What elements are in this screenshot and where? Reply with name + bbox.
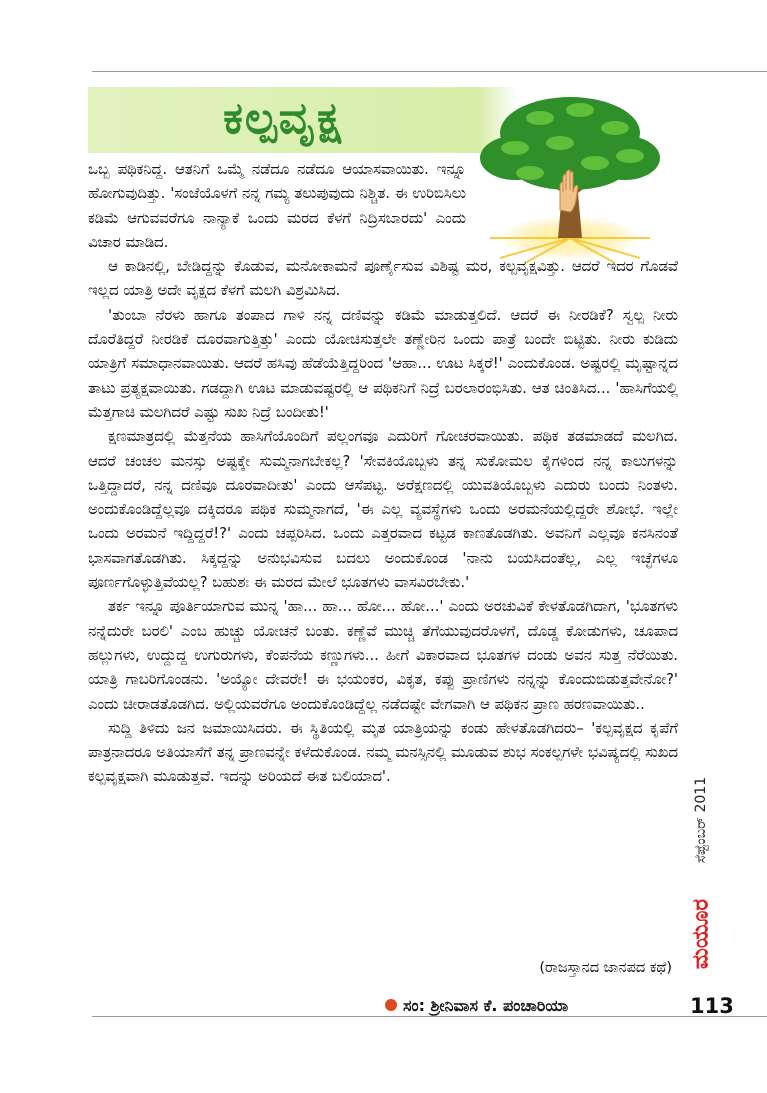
paragraph: ಕ್ಷಣಮಾತ್ರದಲ್ಲಿ ಮೆತ್ತನೆಯ ಹಾಸಿಗೆಯೊಂದಿಗೆ ಪಲ್ಲಂಗವೂ ಎದುರಿಗೆ ಗೋಚರವಾಯಿತು. ಪಥಿಕ ತಡಮಾಡದೆ ಮಲಗಿದ. ಆದರೆ ಚಂಚಲ ಮನಸ್ಸು ಅಷ್ಟಕ್ಕೇ ಸುಮ್ಮನಾಗಬೇಕಲ್ಲ? 'ಸೇವಕಿಯೊಬ್ಬಳು ತನ್ನ ಸುಕೋಮಲ ಕೈಗಳಿಂದ ನನ್ನ ಕಾಲುಗಳನ್ನು ಒತ್ತಿದ್ದಾದರೆ, ನನ್ನ ದಣಿವೂ ದೂರವಾದೀತು' ಎಂದು ಆಸೆಪಟ್ಟ. ಅರೆಕ್ಷಣದಲ್ಲಿ ಯುವತಿಯೊಬ್ಬಳು ಎದುರು ಬಂದು ನಿಂತಳು. ಅಂದುಕೊಂಡಿದ್ದೆಲ್ಲವೂ ದಕ್ಕಿದರೂ ಪಥಿಕ ಸುಮ್ಮನಾಗದೆ, 'ಈ ಎಲ್ಲ ವ್ಯವಸ್ಥೆಗಳು ಒಂದು ಅರಮನೆಯಲ್ಲಿದ್ದರೇ ಶೋಭೆ. ಇಲ್ಲೇ ಒಂದು ಅರಮನೆ ಇದ್ದಿದ್ದರೆ!?' ಎಂದು ಚಪ್ಪರಿಸಿದ. ಒಂದು ಎತ್ತರವಾದ ಕಟ್ಟಡ ಕಾಣತೊಡಗಿತು. ಅವನಿಗೆ ಎಲ್ಲವೂ ಕನಸಿನಂತೆ ಭಾಸವಾಗತೊಡಗಿತು. ಸಿಕ್ಕದ್ದನ್ನು ಅನುಭವಿಸುವ ಬದಲು ಅಂದುಕೊಂಡ 'ನಾನು ಬಯಸಿದಂತೆಲ್ಲ, ಎಲ್ಲ ಇಚ್ಛೆಗಳೂ ಪೂರ್ಣಗೊಳ್ಳುತ್ತಿವೆಯಲ್ಲ? ಬಹುಶಃ ಈ ಮರದ ಮೇಲೆ ಭೂತಗಳು ವಾಸವಿರಬೇಕು.' [88,428,678,592]
page-number: 113 [690,994,734,1018]
title-band [88,87,478,153]
story-source: (ರಾಜಸ್ತಾನದ ಜಾನಪದ ಕಥೆ) [539,960,672,976]
byline [385,996,568,1016]
bottom-rule [92,1016,767,1017]
paragraph: ತರ್ಕ ಇನ್ನೂ ಪೂರ್ತಿಯಾಗುವ ಮುನ್ನ 'ಹಾ... ಹಾ... ಹೋ... ಹೋ...' ಎಂದು ಅರಚುವಿಕೆ ಕೇಳತೊಡಗಿದಾಗ, 'ಭೂತಗಳು ನನ್ನೆದುರೇ ಬರಲಿ' ಎಂಬ ಹುಚ್ಚು ಯೋಚನೆ ಬಂತು. ಕಣ್ಣೆವೆ ಮುಚ್ಚಿ ತೆಗೆಯುವುದರೊಳಗೆ, ದೊಡ್ಡ ಕೋಡುಗಳು, ಚೂಪಾದ ಹಲ್ಲುಗಳು, ಉದ್ದುದ್ದ ಉಗುರುಗಳು, ಕೆಂಪನೆಯ ಕಣ್ಣುಗಳು... ಹೀಗೆ ವಿಕಾರವಾದ ಭೂತಗಳ ದಂಡು ಅವನ ಸುತ್ತ ನೆರೆಯಿತು. ಯಾತ್ರಿ ಗಾಬರಿಗೊಂಡನು. 'ಅಯ್ಯೋ ದೇವರೇ! ಈ ಭಯಂಕರ, ವಿಕೃತ, ಕಪ್ಪು ಪ್ರಾಣಿಗಳು ನನ್ನನ್ನು ಕೊಂದುಬಿಡುತ್ತವೇನೋ?' ಎಂದು ಚೀರಾಡತೊಡಗಿದ. ಅಲ್ಲಿಯವರೆಗೂ ಅಂದುಕೊಂಡಿದ್ದೆಲ್ಲ ನಡೆದಷ್ಟೇ ವೇಗವಾಗಿ ಆ ಪಥಿಕನ ಪ್ರಾಣ ಹರಣವಾಯಿತು.. [88,598,678,713]
top-rule [92,71,767,72]
page-title: ಕಲ್ಪವೃಕ್ಷ [223,93,343,144]
bullet-dot-icon [385,999,397,1011]
paragraph: 'ತುಂಬಾ ನೆರಳು ಹಾಗೂ ತಂಪಾದ ಗಾಳಿ ನನ್ನ ದಣಿವನ್ನು ಕಡಿಮೆ ಮಾಡುತ್ತಲಿದೆ. ಆದರೆ ಈ ನೀರಡಿಕೆ? ಸ್ವಲ್ಪ ನೀರು ದೊರೆತಿದ್ದರೆ ನೀರಡಿಕೆ ದೂರವಾಗುತ್ತಿತ್ತು' ಎಂದು ಯೋಚಿಸುತ್ತಲೇ ತಣ್ಣೇರಿನ ಒಂದು ಪಾತ್ರೆ ಬಂದೇ ಬಿಟ್ಟಿತು. ನೀರು ಕುಡಿದು ಯಾತ್ರಿಗೆ ಸಮಾಧಾನವಾಯಿತು. ಆದರೆ ಹಸಿವು ಹೆಡೆಯೆತ್ತಿದ್ದರಿಂದ 'ಆಹಾ... ಊಟ ಸಿಕ್ಕರೆ!' ಎಂದುಕೊಂಡ. ಅಷ್ಟರಲ್ಲಿ ಮೃಷ್ಟಾನ್ನದ ತಾಟು ಪ್ರತ್ಯಕ್ಷವಾಯಿತು. ಗಡದ್ದಾಗಿ ಊಟ ಮಾಡುವಷ್ಟರಲ್ಲಿ ಆ ಪಥಿಕನಿಗೆ ನಿದ್ರೆ ಬರಲಾರಂಭಿಸಿತು. ಆತ ಚಿಂತಿಸಿದ... 'ಹಾಸಿಗೆಯಲ್ಲಿ ಮೆತ್ತಗಾಚಿ ಮಲಗಿದರೆ ಎಷ್ಟು ಸುಖ ನಿದ್ರೆ ಬಂದೀತು!' [88,306,678,421]
byline-text: ಸಂ: ಶ್ರೀನಿವಾಸ ಕೆ. ಪಂಚಾರಿಯಾ [403,996,569,1015]
magazine-logo: ಮಯೂರ [688,898,714,970]
article-body [88,158,678,790]
paragraph-intro: ಒಬ್ಬ ಪಥಿಕನಿದ್ದ. ಆತನಿಗೆ ಒಮ್ಮೆ ನಡೆದೂ ನಡೆದೂ ಆಯಾಸವಾಯಿತು. ಇನ್ನೂ ಹೋಗುವುದಿತ್ತು. 'ಸಂಜೆಯೊಳಗೆ ನನ್ನ ಗಮ್ಯ ತಲುಪುವುದು ನಿಶ್ಚಿತ. ಈ ಉರಿಬಿಸಿಲು ಕಡಿಮೆ ಆಗುವವರೆಗೂ ನಾನ್ಯಾಕೆ ಒಂದು ಮರದ ಕೆಳಗೆ ನಿದ್ರಿಸಬಾರದು' ಎಂದು ವಿಚಾರ ಮಾಡಿದ. [88,161,466,251]
issue-date: ಸೆಪ್ಟೆಂಬರ್ 2011 [693,776,709,864]
paragraph: ಸುದ್ದಿ ತಿಳಿದು ಜನ ಜಮಾಯಿಸಿದರು. ಈ ಸ್ಥಿತಿಯಲ್ಲಿ ಮೃತ ಯಾತ್ರಿಯನ್ನು ಕಂಡು ಹೇಳತೊಡಗಿದರು– 'ಕಲ್ಪವೃಕ್ಷದ ಕೃಪೆಗೆ ಪಾತ್ರನಾದರೂ ಅತಿಯಾಸೆಗೆ ತನ್ನ ಪ್ರಾಣವನ್ನೇ ಕಳೆದುಕೊಂಡ. ನಮ್ಮ ಮನಸ್ಸಿನಲ್ಲಿ ಮೂಡುವ ಶುಭ ಸಂಕಲ್ಪಗಳೇ ಭವಿಷ್ಯದಲ್ಲಿ ಸುಖದ ಕಲ್ಪವೃಕ್ಷವಾಗಿ ಮೂಡುತ್ತವೆ. ಇದನ್ನು ಅರಿಯದೆ ಈತ ಬಲಿಯಾದ'. [88,719,678,786]
paragraph: ಆ ಕಾಡಿನಲ್ಲಿ, ಬೇಡಿದ್ದನ್ನು ಕೊಡುವ, ಮನೋಕಾಮನೆ ಪೂರ್ಣೈಸುವ ವಿಶಿಷ್ಟ ಮರ, ಕಲ್ಪವೃಕ್ಷವಿತ್ತು. ಆದರೆ ಇದರ ಗೊಡವೆ ಇಲ್ಲದ ಯಾತ್ರಿ ಅದೇ ವೃಕ್ಷದ ಕೆಳಗೆ ಮಲಗಿ ವಿಶ್ರಮಿಸಿದ. [88,258,678,300]
side-strip [686,766,716,986]
